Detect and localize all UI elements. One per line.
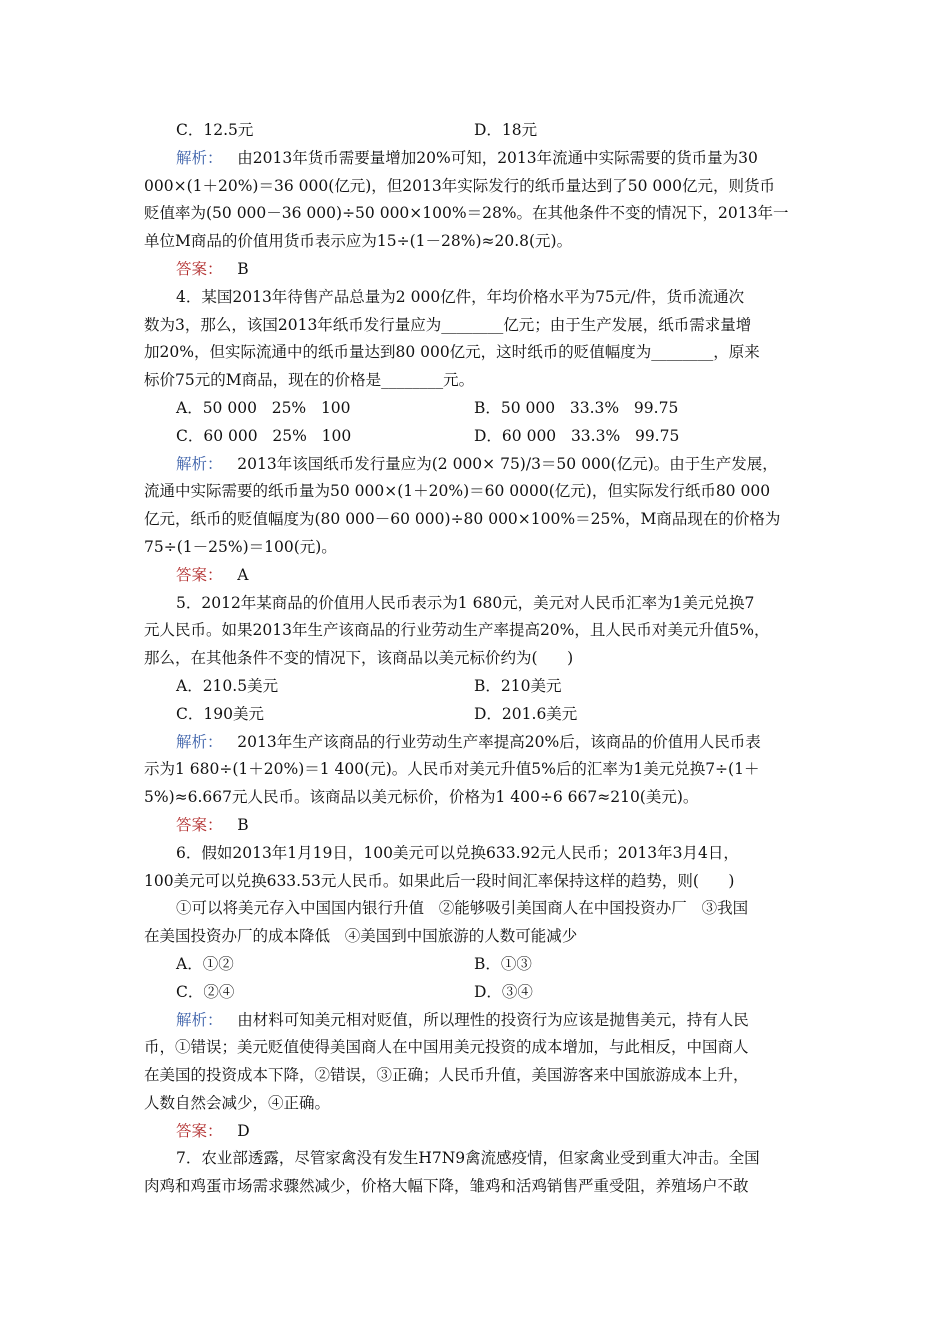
paragraph-line: 人数自然会减少，④正确。 [144,1093,331,1112]
paragraph-line: 加20%，但实际流通中的纸币量达到80 000亿元，这时纸币的贬值幅度为________，原来 [144,343,760,362]
document-body [144,117,810,1201]
paragraph-line: 贬值率为(50 000－36 000)÷50 000×100%＝28%。在其他条件不变的情况下，2013年一 [144,204,789,223]
option-right: B．210美元 [474,676,562,695]
paragraph-line: 75÷(1－25%)＝100(元)。 [144,537,337,556]
paragraph-line: 在美国投资办厂的成本降低 ④美国到中国旅游的人数可能减少 [144,927,578,946]
option-left: C．190美元 [176,704,264,723]
answer-line [144,562,810,590]
paragraph-line: 数为3，那么，该国2013年纸币发行量应为________亿元；由于生产发展，纸币需求量增 [144,315,752,334]
analysis-text: 2013年生产该商品的行业劳动生产率提高20%后，该商品的价值用人民币表 [222,732,761,751]
paragraph-line: 5%)≈6.667元人民币。该商品以美元标价，价格为1 400÷6 667≈210(美元)。 [144,788,699,807]
paragraph-line: 流通中实际需要的纸币量为50 000×(1＋20%)＝60 0000(亿元)，但实际发行纸币80 000 [144,482,771,501]
paragraph-start: 4．某国2013年待售产品总量为2 000亿件，年均价格水平为75元/件，货币流通次 [176,287,745,306]
analysis-label: 解析： [176,454,223,473]
answer-text: A [222,565,249,584]
analysis-label: 解析： [176,148,223,167]
option-right: D．201.6美元 [474,704,578,723]
option-row [144,423,810,451]
option-left: C．12.5元 [176,121,254,139]
paragraph-line: 肉鸡和鸡蛋市场需求骤然减少，价格大幅下降，雏鸡和活鸡销售严重受阻，养殖场户不敢 [144,1177,749,1196]
paragraph-line: 那么，在其他条件不变的情况下，该商品以美元标价约为( ) [144,649,574,668]
paragraph-line: 亿元，纸币的贬值幅度为(80 000－60 000)÷80 000×100%＝25%，M商品现在的价格为 [144,510,781,529]
paragraph-line: 示为1 680÷(1＋20%)＝1 400(元)。人民币对美元升值5%后的汇率为1美元兑换7÷(1＋ [144,760,760,779]
answer-label: 答案： [176,259,223,278]
analysis-text: 由材料可知美元相对贬值，所以理性的投资行为应该是抛售美元，持有人民 [222,1010,749,1029]
answer-line [144,1118,810,1146]
paragraph-start: 6．假如2013年1月19日，100美元可以兑换633.92元人民币；2013年3月4日， [176,843,739,862]
paragraph-line: 标价75元的M商品，现在的价格是________元。 [144,371,475,390]
option-row [144,673,810,701]
answer-text: B [222,259,249,278]
answer-label: 答案： [176,1121,223,1140]
option-left: C．②④ [176,982,235,1001]
answer-line [144,256,810,284]
analysis-line [144,145,810,173]
option-row [144,951,810,979]
analysis-line [144,1007,810,1035]
paragraph-line: 000×(1＋20%)＝36 000(亿元)，但2013年实际发行的纸币量达到了50 000亿元，则货币 [144,176,775,195]
option-left: A．①② [176,954,234,973]
paragraph-line: 在美国的投资成本下降，②错误，③正确；人民币升值，美国游客来中国旅游成本上升， [144,1066,749,1085]
option-right: D．③④ [474,982,533,1001]
answer-label: 答案： [176,815,223,834]
option-row [144,117,810,145]
option-left: A．210.5美元 [176,676,279,695]
option-left: A．50 000 25% 100 [176,398,351,417]
analysis-label: 解析： [176,1010,223,1029]
option-row [144,395,810,423]
paragraph-start: 7．农业部透露，尽管家禽没有发生H7N9禽流感疫情，但家禽业受到重大冲击。全国 [176,1149,760,1168]
answer-label: 答案： [176,565,223,584]
option-row [144,701,810,729]
option-right: B．①③ [474,954,532,973]
option-left: C．60 000 25% 100 [176,426,352,445]
option-row [144,979,810,1007]
paragraph-line: 单位M商品的价值用货币表示应为15÷(1－28%)≈20.8(元)。 [144,232,573,251]
analysis-text: 2013年该国纸币发行量应为(2 000× 75)/3＝50 000(亿元)。由于生产发展， [222,454,778,473]
option-right: D．18元 [474,121,538,139]
paragraph-line: 币，①错误；美元贬值使得美国商人在中国用美元投资的成本增加，与此相反，中国商人 [144,1038,749,1057]
answer-text: D [222,1121,250,1140]
paragraph-line: 元人民币。如果2013年生产该商品的行业劳动生产率提高20%，且人民币对美元升值5%， [144,621,770,640]
analysis-label: 解析： [176,732,223,751]
option-right: B．50 000 33.3% 99.75 [474,398,679,417]
paragraph-line: 100美元可以兑换633.53元人民币。如果此后一段时间汇率保持这样的趋势，则( ) [144,871,735,890]
analysis-line [144,729,810,757]
answer-text: B [222,815,249,834]
paragraph-start: 5．2012年某商品的价值用人民币表示为1 680元，美元对人民币汇率为1美元兑换7 [176,593,755,612]
analysis-text: 由2013年货币需要量增加20%可知，2013年流通中实际需要的货币量为30 [222,148,758,167]
answer-line [144,812,810,840]
option-right: D．60 000 33.3% 99.75 [474,426,680,445]
paragraph-start: ①可以将美元存入中国国内银行升值 ②能够吸引美国商人在中国投资办厂 ③我国 [176,899,749,918]
analysis-line [144,451,810,479]
